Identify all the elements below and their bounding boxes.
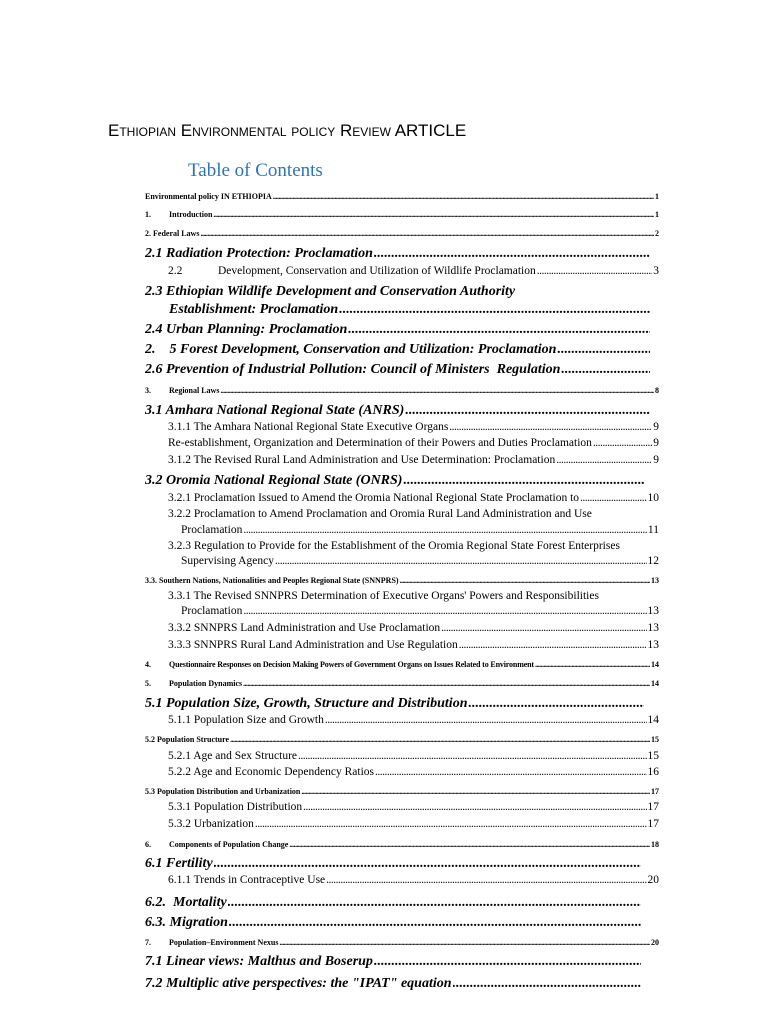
toc-entry[interactable] bbox=[145, 954, 642, 973]
toc-entry-text: 2. Federal Laws bbox=[145, 229, 200, 238]
toc-entry[interactable] bbox=[145, 895, 642, 914]
toc-entry-text: 7.1 Linear views: Malthus and Boserup bbox=[145, 954, 373, 969]
toc-page-number: 10 bbox=[647, 492, 659, 504]
toc-page-number: 15 bbox=[647, 750, 659, 762]
toc-page-number: 11 bbox=[647, 524, 659, 536]
toc-entry-text: 7.2 Multiplic ative perspectives: the "IPAT" equation bbox=[145, 976, 452, 991]
toc-entry[interactable] bbox=[145, 229, 659, 240]
toc-entry-text: 6.3. Migration bbox=[145, 915, 228, 930]
toc-entry-text: 5.1.1 Population Size and Growth bbox=[168, 714, 324, 726]
toc-entry-text: 5.1 Population Size, Growth, Structure and Distribution bbox=[145, 696, 468, 711]
toc-entry[interactable] bbox=[181, 555, 659, 570]
toc-entry-text: 3.3. Southern Nations, Nationalities and Peoples Regional State (SNNPRS) bbox=[145, 576, 399, 585]
toc-entry-line1[interactable]: 2.3 Ethiopian Wildlife Development and Conservation Authority bbox=[145, 284, 516, 299]
toc-entry-text: Re-establishment, Organization and Determination of their Powers and Duties Proclamation bbox=[168, 437, 592, 449]
toc-entry[interactable] bbox=[168, 437, 659, 452]
toc-entry-text: Population Dynamics bbox=[169, 679, 243, 688]
toc-page-number: 9 bbox=[653, 454, 659, 466]
toc-entry[interactable] bbox=[145, 576, 659, 587]
toc-entry[interactable] bbox=[168, 492, 659, 507]
toc-entry-text: 6.2. Mortality bbox=[145, 895, 227, 910]
toc-entry[interactable] bbox=[168, 639, 659, 654]
toc-entry-line1[interactable]: 3.2.2 Proclamation to Amend Proclamation and Oromia Rural Land Administration and Use bbox=[168, 508, 592, 520]
toc-page-number: 14 bbox=[651, 679, 659, 688]
toc-entry[interactable] bbox=[145, 735, 659, 746]
toc-entry-text: 2.1 Radiation Protection: Proclamation bbox=[145, 246, 373, 261]
toc-entry-text: Introduction bbox=[169, 210, 213, 219]
toc-entry[interactable] bbox=[145, 403, 651, 422]
toc-page-number: 13 bbox=[647, 622, 659, 634]
toc-entry[interactable] bbox=[181, 524, 659, 539]
toc-entry[interactable] bbox=[168, 421, 659, 436]
toc-entry[interactable] bbox=[145, 840, 659, 851]
toc-entry[interactable] bbox=[168, 801, 659, 816]
toc-entry-text: Supervising Agency bbox=[181, 555, 274, 567]
toc-entry[interactable] bbox=[145, 322, 651, 341]
toc-entry-text: Regional Laws bbox=[169, 386, 220, 395]
toc-entry[interactable] bbox=[145, 192, 659, 203]
toc-page-number: 18 bbox=[651, 840, 659, 849]
toc-page-number: 13 bbox=[651, 576, 659, 585]
toc-page-number: 15 bbox=[651, 735, 659, 744]
toc-entry[interactable] bbox=[168, 265, 659, 280]
toc-entry-text: Questionnaire Responses on Decision Making Powers of Government Organs on Issues Related to Environment bbox=[169, 660, 534, 669]
toc-entry-number: 6. bbox=[145, 840, 151, 849]
toc-page-number: 13 bbox=[647, 639, 659, 651]
toc-entry-text: Proclamation bbox=[181, 605, 243, 617]
toc-entry[interactable] bbox=[168, 622, 659, 637]
toc-entry-number: 1. bbox=[145, 210, 151, 219]
toc-entry-line1[interactable]: 3.2.3 Regulation to Provide for the Establishment of the Oromia Regional State Forest Enterprises bbox=[168, 540, 620, 552]
toc-page-number: 17 bbox=[651, 787, 659, 796]
toc-page-number: 13 bbox=[647, 605, 659, 617]
document-title: Ethiopian Environmental policy Review ARTICLE bbox=[108, 121, 467, 140]
toc-entry[interactable] bbox=[145, 679, 659, 690]
toc-heading: Table of Contents bbox=[188, 160, 323, 181]
toc-page-number: 20 bbox=[651, 938, 659, 947]
toc-entry-text: 3.1.1 The Amhara National Regional State Executive Organs bbox=[168, 421, 449, 433]
toc-entry[interactable] bbox=[145, 976, 642, 995]
toc-entry-number: 5. bbox=[145, 679, 151, 688]
toc-page-number: 14 bbox=[651, 660, 659, 669]
toc-entry-text: 5.2 Population Structure bbox=[145, 735, 230, 744]
toc-entry[interactable] bbox=[168, 818, 659, 833]
toc-entry[interactable] bbox=[145, 696, 645, 715]
toc-entry-text: Environmental policy IN ETHIOPIA bbox=[145, 192, 272, 201]
toc-entry-text: 3.3.2 SNNPRS Land Administration and Use Proclamation bbox=[168, 622, 441, 634]
toc-entry[interactable] bbox=[145, 362, 651, 381]
toc-entry[interactable] bbox=[145, 246, 651, 265]
toc-entry-text: 2. 5 Forest Development, Conservation and Utilization: Proclamation bbox=[145, 342, 557, 357]
toc-entry-text: 3.3.3 SNNPRS Rural Land Administration and Use Regulation bbox=[168, 639, 458, 651]
toc-entry[interactable] bbox=[168, 766, 659, 781]
toc-page-number: 3 bbox=[653, 265, 659, 277]
toc-entry[interactable] bbox=[145, 660, 659, 671]
toc-entry-text: Establishment: Proclamation bbox=[169, 302, 339, 317]
toc-page-number: 16 bbox=[647, 766, 659, 778]
toc-entry-number: 7. bbox=[145, 938, 151, 947]
toc-entry[interactable] bbox=[145, 386, 659, 397]
toc-entry[interactable] bbox=[145, 473, 645, 492]
toc-page-number: 12 bbox=[647, 555, 659, 567]
toc-entry[interactable] bbox=[168, 750, 659, 765]
toc-entry[interactable] bbox=[168, 874, 659, 889]
toc-entry[interactable] bbox=[145, 915, 642, 934]
toc-entry-text: 5.2.2 Age and Economic Dependency Ratios bbox=[168, 766, 374, 778]
toc-entry-text: 6.1.1 Trends in Contraceptive Use bbox=[168, 874, 326, 886]
toc-entry[interactable] bbox=[168, 714, 659, 729]
toc-page-number: 17 bbox=[647, 818, 659, 830]
toc-entry-text: 3.2 Oromia National Regional State (ONRS) bbox=[145, 473, 403, 488]
toc-entry[interactable] bbox=[145, 938, 659, 949]
toc-entry[interactable] bbox=[181, 605, 659, 620]
toc-entry-line1[interactable]: 3.3.1 The Revised SNNPRS Determination of Executive Organs' Powers and Responsibilities bbox=[168, 590, 599, 602]
toc-entry[interactable] bbox=[145, 210, 659, 221]
toc-entry-number: 2.2 bbox=[168, 265, 183, 277]
toc-page-number: 1 bbox=[655, 192, 659, 201]
toc-entry[interactable] bbox=[169, 302, 651, 321]
toc-page-number: 14 bbox=[647, 714, 659, 726]
toc-page-number: 17 bbox=[647, 801, 659, 813]
toc-entry[interactable] bbox=[168, 454, 659, 469]
toc-entry[interactable] bbox=[145, 787, 659, 798]
toc-entry-text: 2.6 Prevention of Industrial Pollution: Council of Ministers Regulation bbox=[145, 362, 561, 377]
toc-page-number: 1 bbox=[655, 210, 659, 219]
toc-entry-text: Proclamation bbox=[181, 524, 243, 536]
toc-entry-text: 2.4 Urban Planning: Proclamation bbox=[145, 322, 348, 337]
toc-entry-text: Population–Environment Nexus bbox=[169, 938, 279, 947]
toc-page-number: 9 bbox=[653, 421, 659, 433]
toc-entry-text: Development, Conservation and Utilization of Wildlife Proclamation bbox=[218, 265, 536, 277]
toc-entry-text: 3.2.1 Proclamation Issued to Amend the Oromia National Regional State Proclamation to bbox=[168, 492, 580, 504]
toc-page-number: 2 bbox=[655, 229, 659, 238]
toc-page-number: 8 bbox=[655, 386, 659, 395]
toc-entry-number: 4. bbox=[145, 660, 151, 669]
toc-entry-text: 6.1 Fertility bbox=[145, 856, 213, 871]
toc-entry-text: Components of Population Change bbox=[169, 840, 289, 849]
toc-entry-text: 3.1.2 The Revised Rural Land Administration and Use Determination: Proclamation bbox=[168, 454, 556, 466]
toc-page-number: 9 bbox=[653, 437, 659, 449]
toc-entry-text: 5.2.1 Age and Sex Structure bbox=[168, 750, 298, 762]
toc-page-number: 20 bbox=[647, 874, 659, 886]
toc-entry[interactable] bbox=[145, 342, 651, 361]
toc-entry-text: 5.3.2 Urbanization bbox=[168, 818, 254, 830]
toc-entry-text: 3.1 Amhara National Regional State (ANRS) bbox=[145, 403, 405, 418]
toc-entry[interactable] bbox=[145, 856, 642, 875]
toc-entry-text: 5.3.1 Population Distribution bbox=[168, 801, 303, 813]
toc-entry-number: 3. bbox=[145, 386, 151, 395]
toc-entry-text: 5.3 Population Distribution and Urbanization bbox=[145, 787, 301, 796]
